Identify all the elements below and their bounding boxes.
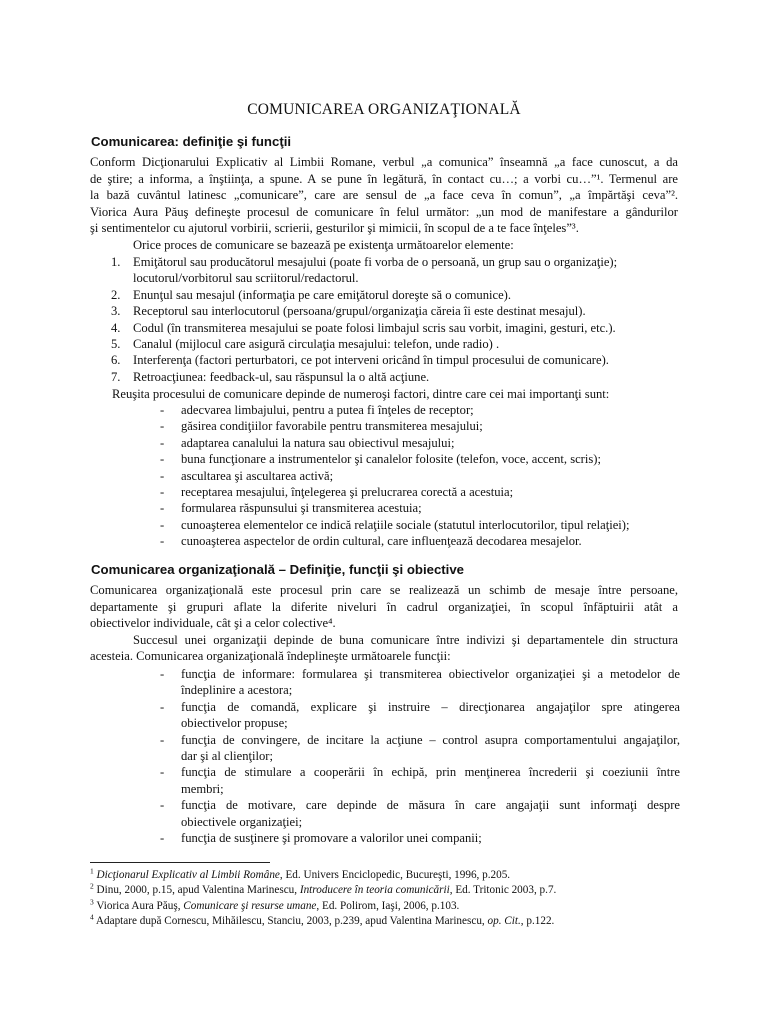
list-item xyxy=(160,797,680,830)
list-item-text: Retroacţiunea: feedback-ul, sau răspunsul la o altă acţiune. xyxy=(133,369,430,384)
paragraph-line: Comunicarea organizaţională este procesul prin care se realizează un schimb de mesaje între persoane, xyxy=(90,583,678,597)
list-item-text: funcţia de comandă, explicare şi instruire – direcţionarea angajaţilor spre atingerea xyxy=(181,699,680,714)
list-item-text: adecvarea limbajului, pentru a putea fi înţeles de receptor; xyxy=(181,403,474,417)
list-item xyxy=(160,402,680,418)
paragraph-line: de ştire; a informa, a înştiinţa, a spune. A se pune în legătură, în contact cu…; a vorbi cu…”¹. Termenul are xyxy=(90,171,678,186)
dash-bullet: - xyxy=(160,667,165,681)
document-title: COMUNICAREA ORGANIZAŢIONALĂ xyxy=(247,101,521,118)
list-item xyxy=(111,254,679,287)
paragraph-line: acesteia. Comunicarea organizaţională îndeplineşte următoarele funcţii: xyxy=(90,649,451,664)
footnote xyxy=(90,899,680,914)
list-item-text: funcţia de stimulare a cooperării în echipă, prin menţinerea încrederii şi coeziunii între xyxy=(181,765,680,780)
footnote xyxy=(90,868,680,883)
list-item-text: receptarea mesajului, înţelegerea şi prelucrarea corectă a acestuia; xyxy=(181,485,514,500)
list-item-text: obiectivelor propuse; xyxy=(181,716,288,731)
dash-bullet: - xyxy=(160,831,165,846)
paragraph-line: Succesul unei organizaţii depinde de buna comunicare între indivizi şi departamentele din structura xyxy=(133,632,678,647)
dash-bullet: - xyxy=(160,765,165,780)
footnote-mark: 1 xyxy=(90,866,94,876)
list-item xyxy=(160,517,680,533)
list-item xyxy=(160,732,680,765)
list-item-text: Canalul (mijlocul care asigură circulaţia mesajului: telefon, unde radio) . xyxy=(133,337,500,352)
list-item xyxy=(111,352,679,368)
organizational-functions-list xyxy=(160,666,680,846)
list-item xyxy=(111,336,679,352)
dash-bullet: - xyxy=(160,435,165,450)
footnote-text: Adaptare după Cornescu, Mihăilescu, Stanciu, 2003, p.239, apud Valentina Marinescu, xyxy=(93,915,488,928)
list-item-text: funcţia de informare: formularea şi transmiterea obiectivelor organizaţiei şi a metodelor de xyxy=(181,667,680,681)
footnote-mark: 3 xyxy=(90,897,94,907)
list-number: 4. xyxy=(111,320,121,335)
list-item-text: Emiţătorul sau producătorul mesajului (poate fi vorba de o persoană, un grup sau o organizaţie); xyxy=(133,255,618,269)
factors-intro: Reuşita procesului de comunicare depinde de numeroşi factori, dintre care cei mai importanţi sunt: xyxy=(112,387,610,401)
list-item-text: îndeplinire a acestora; xyxy=(181,683,293,698)
list-item xyxy=(160,451,680,467)
dash-bullet: - xyxy=(160,798,165,813)
section-heading-communication: Comunicarea: definiţie şi funcţii xyxy=(91,134,292,149)
list-item-text: Interferenţa (factori perturbatori, ce pot interveni oricând în timpul procesului de comunicare). xyxy=(133,353,609,368)
list-item-text: cunoaşterea elementelor ce indică relaţiile sociale (statutul interlocutorilor, tipul relaţiei); xyxy=(181,517,630,532)
communication-elements-list xyxy=(111,254,679,385)
dash-bullet: - xyxy=(160,699,165,714)
list-item xyxy=(160,764,680,797)
list-item-text: funcţia de convingere, de incitare la acţiune – control asupra comportamentului angajaţilor, xyxy=(181,732,680,747)
footnotes xyxy=(90,868,680,930)
list-item xyxy=(111,303,679,319)
list-item xyxy=(160,500,680,516)
footnote-text: , p.122. xyxy=(520,915,555,928)
paragraph-line: şi sentimentelor cu ajutorul vorbirii, scrierii, gesturilor şi mimicii, în scopul de a te face înţeles”³. xyxy=(90,221,579,236)
list-item xyxy=(160,418,680,434)
list-item xyxy=(160,699,680,732)
dash-bullet: - xyxy=(160,485,165,500)
list-item-text: Receptorul sau interlocutorul (persoana/grupul/organizaţia căreia îi este destinat mesajul). xyxy=(133,304,586,319)
list-item-text: ascultarea şi ascultarea activă; xyxy=(181,468,334,483)
list-number: 5. xyxy=(111,337,121,352)
list-item xyxy=(160,533,680,549)
dash-bullet: - xyxy=(160,468,165,483)
success-factors-list xyxy=(160,402,680,550)
list-item-text: găsirea condiţiilor favorabile pentru transmiterea mesajului; xyxy=(181,419,483,434)
list-number: 7. xyxy=(111,369,121,384)
list-item-text: funcţia de motivare, care depinde de măsura în care angajaţii sunt informaţi despre xyxy=(181,798,680,813)
footnote-text: , Ed. Univers Enciclopedic, Bucureşti, 1996, p.205. xyxy=(279,869,511,881)
dash-bullet: - xyxy=(160,403,165,417)
dash-bullet: - xyxy=(160,732,165,747)
footnote-title: Introducere în teoria comunicării xyxy=(299,884,450,897)
paragraph-line: departamente şi grupuri aflate la diferite niveluri în cadrul organizaţiei, în scopul înfăptuirii atât a xyxy=(90,599,678,614)
list-item-text: membri; xyxy=(181,781,224,796)
list-number: 1. xyxy=(111,255,121,269)
dash-bullet: - xyxy=(160,517,165,532)
paragraph-line: obiectivelor individuale, cât şi a celor colective⁴. xyxy=(90,616,336,631)
list-number: 2. xyxy=(111,287,121,302)
dash-bullet: - xyxy=(160,419,165,434)
paragraph-line: Viorica Aura Păuş defineşte procesul de comunicare în felul următor: „un mod de manifestare a gândurilor xyxy=(90,204,678,219)
list-item xyxy=(160,484,680,500)
list-item-text: funcţia de susţinere şi promovare a valorilor unei companii; xyxy=(181,831,482,846)
footnote-text: , Ed. Tritonic 2003, p.7. xyxy=(449,884,557,897)
list-item-text: locutorul/vorbitorul sau scriitorul/redactorul. xyxy=(133,271,359,286)
paragraph-line: Conform Dicţionarului Explicativ al Limbii Romane, verbul „a comunica” înseamnă „a face cunoscut, a da xyxy=(90,155,678,169)
footnote-text: Dinu, 2000, p.15, apud Valentina Marinescu, xyxy=(93,884,300,897)
list-item xyxy=(111,369,679,385)
list-item xyxy=(160,830,680,846)
footnote-text: , Ed. Polirom, Iaşi, 2006, p.103. xyxy=(316,899,460,912)
elements-intro: Orice proces de comunicare se bazează pe existenţa următoarelor elemente: xyxy=(133,237,514,252)
list-item-text: formularea răspunsului şi transmiterea acestuia; xyxy=(181,501,422,516)
footnote-title: op. Cit. xyxy=(487,915,521,928)
dash-bullet: - xyxy=(160,534,165,549)
list-number: 6. xyxy=(111,353,121,368)
list-item xyxy=(111,287,679,303)
footnote xyxy=(90,883,680,898)
footnote-separator xyxy=(90,862,270,863)
list-item-text: buna funcţionare a instrumentelor şi canalelor folosite (telefon, voce, accent, scris); xyxy=(181,452,601,467)
footnote-text: Viorica Aura Păuş, xyxy=(93,899,184,912)
list-item-text: cunoaşterea aspectelor de ordin cultural, care influenţează decodarea mesajelor. xyxy=(181,534,582,549)
footnote-mark: 4 xyxy=(90,912,94,922)
list-item-text: adaptarea canalului la natura sau obiectivul mesajului; xyxy=(181,435,455,450)
list-number: 3. xyxy=(111,304,121,319)
list-item-text: obiectivele organizaţiei; xyxy=(181,814,303,829)
section1-intro-paragraph xyxy=(90,154,678,254)
paragraph-line: la bază cuvântul latinesc „comunicare”, care are sensul de „a face ceva în comun”, „a împărtăşi ceva”². xyxy=(90,188,678,203)
section-heading-organizational: Comunicarea organizaţională – Definiţie, funcţii şi obiective xyxy=(91,562,464,577)
footnote-title: Comunicare şi resurse umane xyxy=(183,899,317,912)
list-item-text: Codul (în transmiterea mesajului se poate folosi limbajul scris sau vorbit, imagini, gesturi, etc.). xyxy=(133,320,616,335)
list-item-text: Enunţul sau mesajul (informaţia pe care emiţătorul doreşte să o comunice). xyxy=(133,287,512,302)
list-item xyxy=(160,435,680,451)
dash-bullet: - xyxy=(160,501,165,516)
footnote-mark: 2 xyxy=(90,881,94,891)
list-item xyxy=(160,666,680,699)
list-item xyxy=(111,320,679,336)
list-item-text: dar şi al clienţilor; xyxy=(181,749,273,764)
list-item xyxy=(160,468,680,484)
footnote-title: Dicţionarul Explicativ al Limbii Române xyxy=(96,869,280,881)
footnote xyxy=(90,914,680,929)
dash-bullet: - xyxy=(160,452,165,467)
section2-intro-paragraph xyxy=(90,582,678,665)
